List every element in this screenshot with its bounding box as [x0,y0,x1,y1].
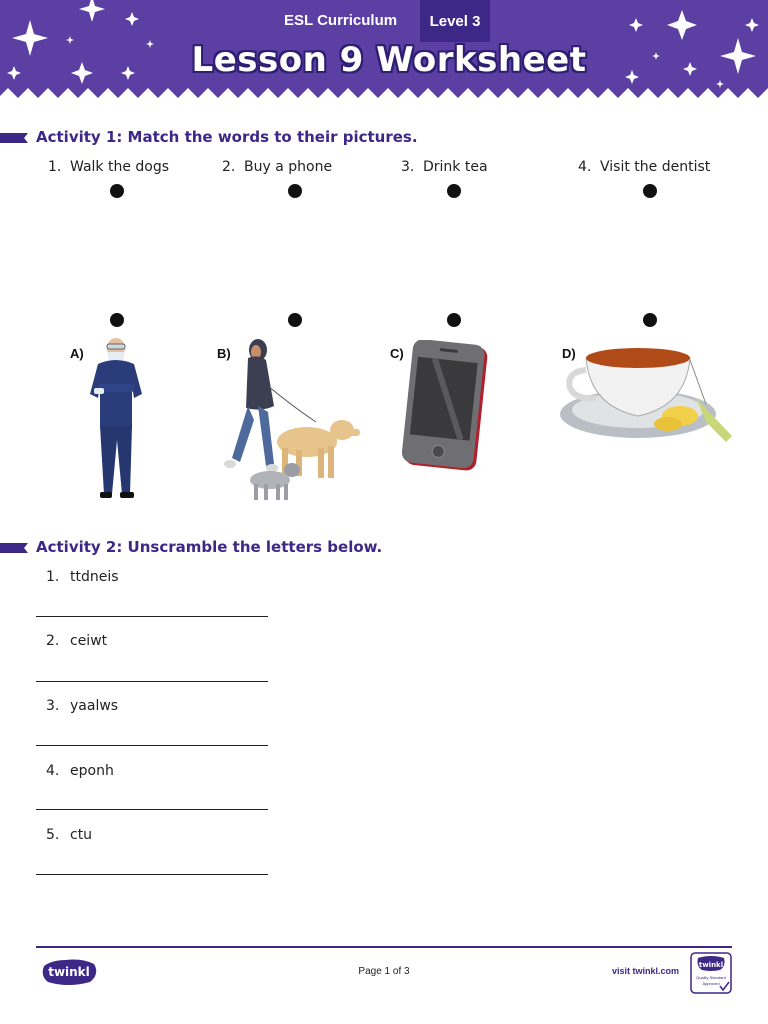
match-dot-bottom[interactable] [643,313,657,327]
match-dot-top[interactable] [447,184,461,198]
scramble-item [46,633,107,649]
word-text: Drink tea [423,159,488,175]
svg-text:Quality Standard: Quality Standard [696,975,726,980]
word-text: Walk the dogs [70,159,170,175]
heading-flag-icon [0,543,28,553]
visit-link[interactable]: visit twinkl.com [612,966,680,976]
item-number: 5. [46,827,60,843]
mobile-phone-icon [400,340,492,472]
picture-letter: D) [562,346,576,361]
dentist-icon [84,336,150,504]
scrambled-word: ceiwt [70,633,108,649]
match-word [401,159,488,175]
match-word [578,159,710,175]
picture-letter: C) [390,346,404,361]
answer-line[interactable] [36,681,268,682]
answer-line[interactable] [36,809,268,810]
match-dot-top[interactable] [288,184,302,198]
answer-line[interactable] [36,874,268,875]
page-number: Page 1 of 3 [358,966,410,977]
match-dot-bottom[interactable] [288,313,302,327]
header-banner [0,0,768,104]
match-dot-bottom[interactable] [447,313,461,327]
scrambled-word: ctu [70,827,93,843]
word-number: 1. [48,159,62,175]
match-dot-top[interactable] [110,184,124,198]
scramble-item [46,698,118,714]
scrambled-word: ttdneis [70,569,119,585]
word-text: Buy a phone [244,159,333,175]
word-number: 3. [401,159,415,175]
svg-text:Approved: Approved [702,981,720,986]
heading-flag-icon [0,133,28,143]
scramble-item [46,827,92,843]
match-dot-bottom[interactable] [110,313,124,327]
picture-letter: A) [70,346,84,361]
cup-of-tea-icon [556,340,740,446]
match-dot-top[interactable] [643,184,657,198]
word-text: Visit the dentist [600,159,711,175]
match-word [48,159,169,175]
picture-letter: B) [217,346,231,361]
word-number: 4. [578,159,592,175]
scramble-item [46,569,119,585]
svg-text:twinkl: twinkl [48,965,90,979]
scrambled-word: yaalws [70,698,119,714]
woman-walking-dogs-icon [212,336,362,504]
item-number: 4. [46,763,60,779]
curriculum-label: ESL Curriculum [284,12,398,29]
activity2-title: Activity 2: Unscramble the letters below. [36,538,383,556]
footer-rule [36,946,732,948]
scrambled-word: eponh [70,763,114,779]
activity1-title: Activity 1: Match the words to their pictures. [36,128,418,146]
item-number: 2. [46,633,60,649]
answer-line[interactable] [36,745,268,746]
scramble-item [46,763,114,779]
quality-badge-icon [690,952,732,994]
answer-line[interactable] [36,616,268,617]
item-number: 1. [46,569,60,585]
word-number: 2. [222,159,236,175]
page-title: Lesson 9 Worksheet [191,40,587,80]
level-tab: Level 3 [420,0,490,42]
match-word [222,159,332,175]
item-number: 3. [46,698,60,714]
svg-text:twinkl: twinkl [698,961,724,969]
